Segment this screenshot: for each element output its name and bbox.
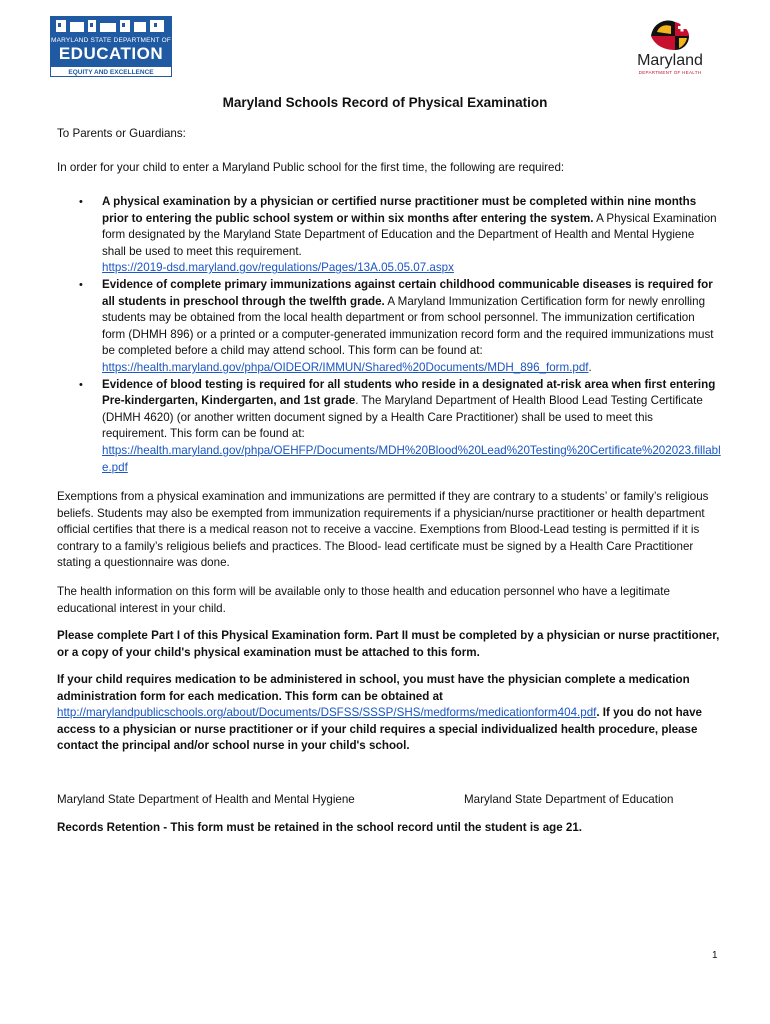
page-title: Maryland Schools Record of Physical Examination bbox=[222, 95, 548, 110]
msde-logo bbox=[50, 16, 172, 80]
md-wordmark: Maryland bbox=[637, 52, 703, 69]
requirement-text: A Physical Examination form designated by the Maryland State Department of Education and the Department of Health and Mental Hygiene shall be used to meet this requirement. bbox=[102, 211, 717, 258]
requirement-item bbox=[57, 377, 721, 477]
requirement-item bbox=[57, 194, 721, 277]
bullet-icon: • bbox=[79, 196, 83, 208]
md-subtext: DEPARTMENT OF HEALTH bbox=[638, 70, 702, 75]
footer-education-dept: Maryland State Department of Education bbox=[464, 793, 674, 806]
requirement-text: A Maryland Immunization Certification form for newly enrolling students may be obtained from the local health department or from school personnel. The immunization certification form (DHMH 896) or a printed or a computer-generated immunization record form and the required immunizations must be completed before a child may attend school. This form can be found at: bbox=[102, 294, 714, 358]
bullet-icon: • bbox=[79, 378, 83, 391]
msde-logo-banner bbox=[50, 16, 172, 36]
castle-icon bbox=[54, 18, 168, 32]
privacy-paragraph: The health information on this form will be available only to those health and education personnel who have a legitimate educational interest in your child. bbox=[57, 585, 670, 615]
requirement-bold: Evidence of complete primary immunizations against certain childhood communicable diseases is required for all students in preschool through the twelfth grade. bbox=[102, 277, 713, 308]
medication-after: . If you do not have access to a physician or nurse practitioner or if your child requires a special individualized health procedure, please contact the principal and/or school nurse in your child's school. bbox=[57, 706, 702, 753]
msde-logo-big-text: EDUCATION bbox=[58, 44, 164, 63]
md-health-logo bbox=[624, 18, 716, 80]
maryland-flag-icon bbox=[647, 18, 693, 52]
exemptions-paragraph: Exemptions from a physical examination and immunizations are permitted if they are contrary to a students’ or family’s religious beliefs. Students may also be exempted from immunization requirements if a physician/nurse practitioner or health department official certifies that there is a medical reason not to receive a vaccine. Exemptions from Blood-Lead testing is permitted if it is contrary to a family’s religious beliefs and practices. The Blood- lead certificate must be signed by a Health Care Practitioner stating a questionnaire was done. bbox=[57, 490, 709, 570]
bullet-icon: • bbox=[79, 278, 83, 291]
immunization-form-link[interactable]: https://health.maryland.gov/phpa/OIDEOR/IMMUN/Shared%20Documents/MDH_896_form.pdf bbox=[102, 360, 589, 374]
regulation-link[interactable]: https://2019-dsd.maryland.gov/regulations/Pages/13A.05.05.07.aspx bbox=[102, 261, 454, 275]
requirement-text: . The Maryland Department of Health Blood Lead Testing Certificate (DHMH 4620) (or another written document signed by a Health Care Practitioner) shall be used to meet this requirement. This form can be found at: bbox=[102, 394, 703, 441]
salutation: To Parents or Guardians: bbox=[57, 127, 186, 140]
requirement-bold: A physical examination by a physician or certified nurse practitioner must be completed within nine months prior to entering the public school system or within six months after entering the system. bbox=[102, 195, 697, 225]
requirement-item bbox=[57, 277, 721, 377]
footer-health-dept: Maryland State Department of Health and Mental Hygiene bbox=[57, 793, 355, 806]
intro-text: In order for your child to enter a Maryland Public school for the first time, the following are required: bbox=[57, 161, 565, 174]
blood-lead-form-link[interactable]: https://health.maryland.gov/phpa/OEHFP/Documents/MDH%20Blood%20Lead%20Testing%20Certificate%202023.fillable.pdf bbox=[102, 443, 721, 474]
requirement-bold: Evidence of blood testing is required for all students who reside in a designated at-risk area when first entering Pre-kindergarten, Kindergarten, and 1st grade bbox=[102, 377, 716, 408]
msde-logo-tagline: EQUITY AND EXCELLENCE bbox=[50, 66, 172, 77]
medication-text: If your child requires medication to be administered in school, you must have the physician complete a medication administration form for each medication. This form can be obtained at bbox=[57, 673, 690, 703]
instructions-paragraph: Please complete Part I of this Physical Examination form. Part II must be completed by a physician or nurse practitioner, or a copy of your child's physical examination must be attached to this form. bbox=[57, 629, 720, 659]
requirement-after: . bbox=[588, 360, 592, 374]
requirements-list bbox=[57, 194, 721, 476]
records-retention: Records Retention - This form must be retained in the school record until the student is age 21. bbox=[57, 821, 583, 834]
msde-logo-small-text: MARYLAND STATE DEPARTMENT OF bbox=[50, 37, 172, 44]
medication-form-link[interactable]: http://marylandpublicschools.org/about/Documents/DSFSS/SSSP/SHS/medforms/medicationform404.pdf bbox=[57, 706, 597, 720]
medication-paragraph bbox=[57, 672, 721, 755]
page-number: 1 bbox=[712, 950, 718, 961]
